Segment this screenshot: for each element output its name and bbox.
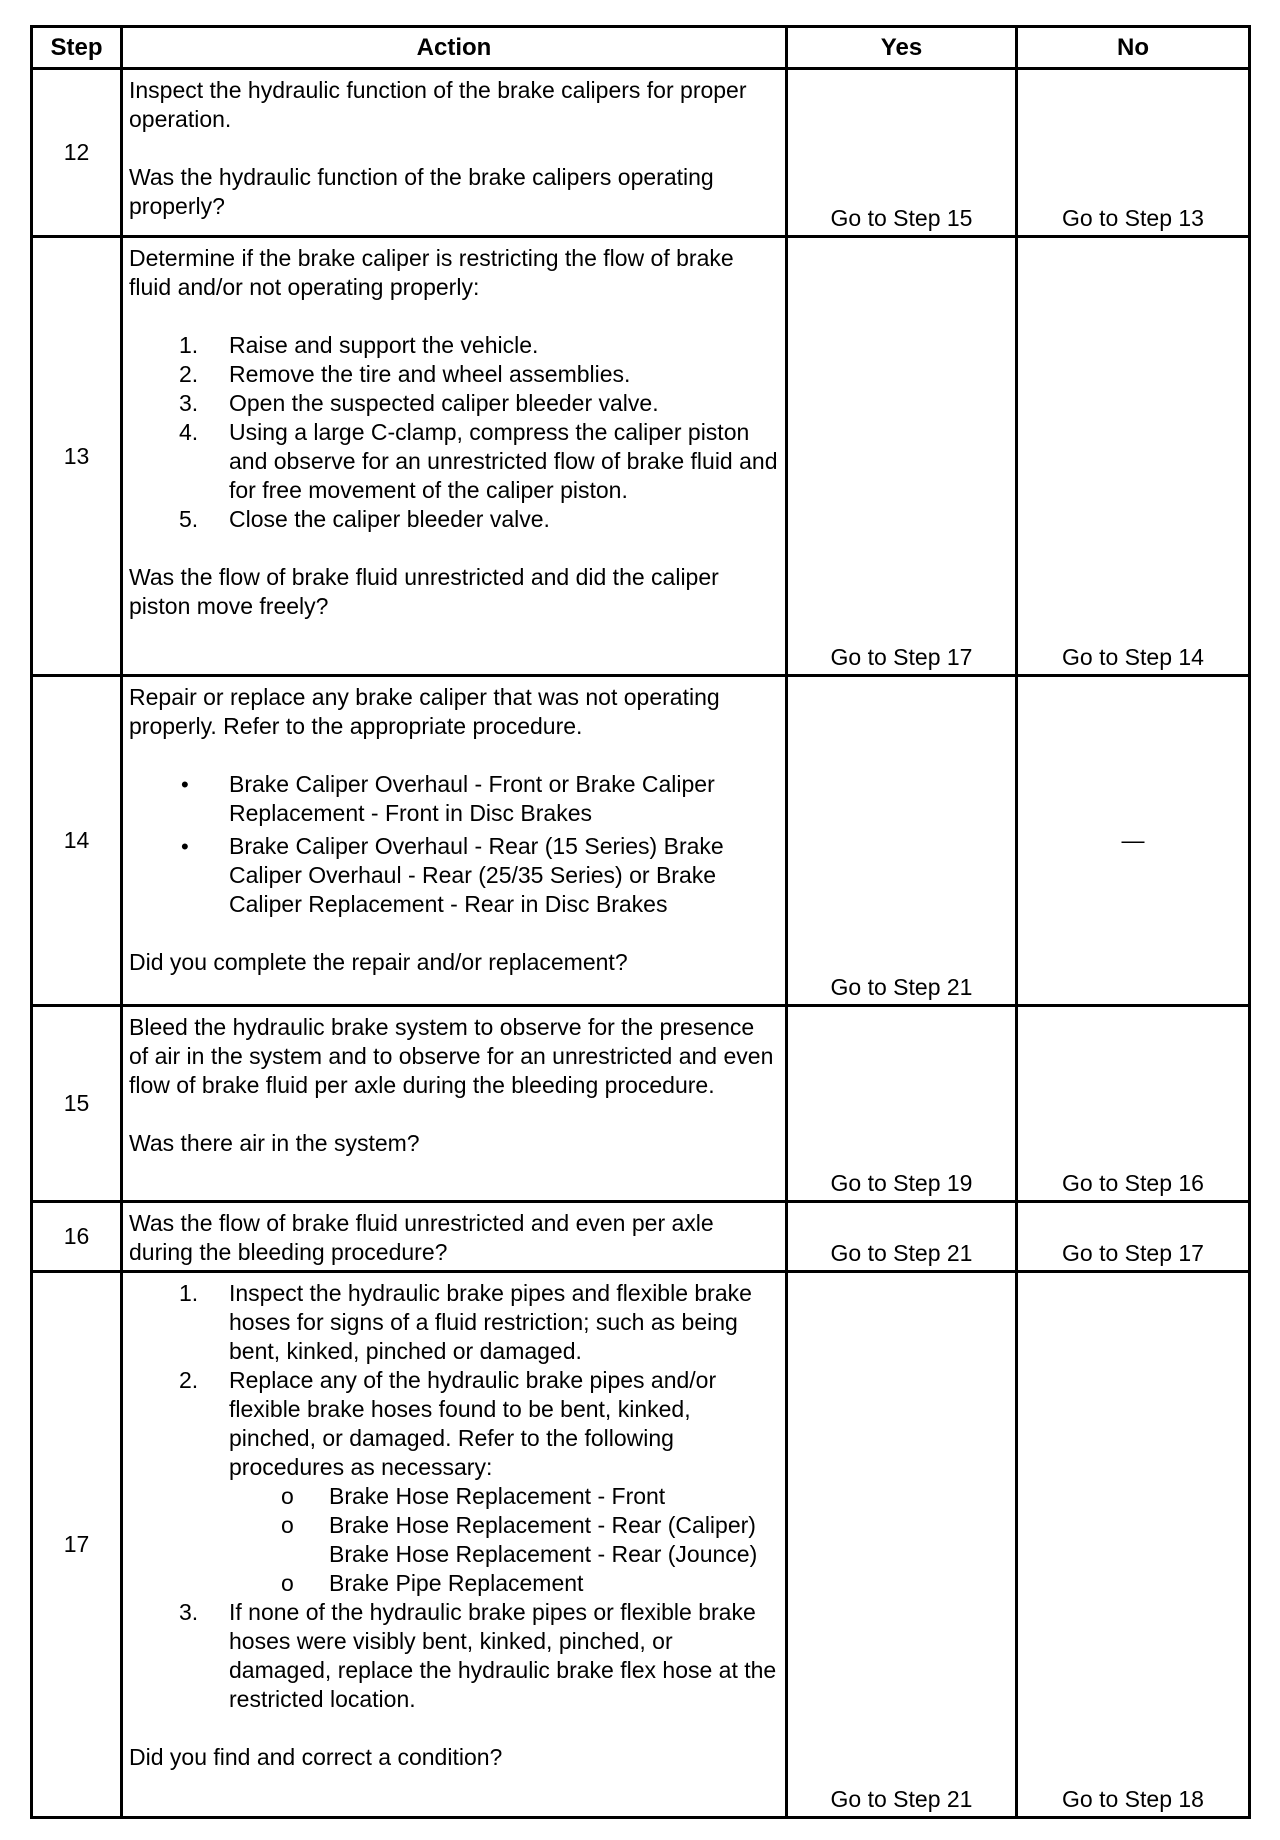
- sub-list-marker: o: [281, 1512, 294, 1538]
- list-marker: 1.: [179, 332, 199, 358]
- table-row: [32, 1272, 1250, 1818]
- sub-list-item: [229, 1482, 779, 1511]
- list-item-text: Raise and support the vehicle.: [229, 332, 539, 358]
- step-number: 16: [32, 1202, 122, 1272]
- list-item-text: Brake Caliper Overhaul - Front or Brake Caliper Replacement - Front in Disc Brakes: [229, 771, 715, 826]
- list-item: [129, 418, 779, 505]
- list-marker: 4.: [179, 419, 199, 445]
- list-marker: 3.: [179, 390, 199, 416]
- step-number: 13: [32, 237, 122, 676]
- no-cell: Go to Step 13: [1017, 69, 1250, 237]
- action-question: Was the flow of brake fluid unrestricted and did the caliper piston move freely?: [129, 564, 719, 619]
- action-question: Did you complete the repair and/or replacement?: [129, 949, 628, 975]
- no-cell: Go to Step 14: [1017, 237, 1250, 676]
- action-cell: [122, 676, 787, 1006]
- bullet-list: [129, 770, 779, 919]
- table-row: [32, 237, 1250, 676]
- table-row: [32, 676, 1250, 1006]
- list-item: [129, 331, 779, 360]
- list-marker: 3.: [179, 1599, 199, 1625]
- header-row: [32, 27, 1250, 69]
- action-intro: Inspect the hydraulic function of the brake calipers for proper operation.: [129, 77, 747, 132]
- list-item-text: Using a large C-clamp, compress the caliper piston and observe for an unrestricted flow of brake fluid and for free movement of the caliper piston.: [229, 419, 778, 503]
- step-number: 12: [32, 69, 122, 237]
- table-row: [32, 69, 1250, 237]
- list-item: [129, 1366, 779, 1598]
- yes-cell: Go to Step 15: [787, 69, 1017, 237]
- diagnostic-table: [30, 25, 1251, 1819]
- no-cell: —: [1017, 676, 1250, 1006]
- bullet-marker: •: [181, 834, 189, 859]
- action-cell: [122, 237, 787, 676]
- step-number: 17: [32, 1272, 122, 1818]
- no-cell: Go to Step 17: [1017, 1202, 1250, 1272]
- list-item-text: Inspect the hydraulic brake pipes and flexible brake hoses for signs of a fluid restriction; such as being bent, kinked, pinched or damaged.: [229, 1280, 752, 1364]
- action-question: Was the hydraulic function of the brake calipers operating properly?: [129, 164, 714, 219]
- numbered-list: [129, 1279, 779, 1714]
- header-action: Action: [122, 27, 787, 69]
- list-item: [129, 1598, 779, 1714]
- action-cell: [122, 69, 787, 237]
- list-item: [129, 770, 779, 828]
- action-cell: [122, 1202, 787, 1272]
- action-intro: Determine if the brake caliper is restricting the flow of brake fluid and/or not operating properly:: [129, 245, 734, 300]
- action-cell: [122, 1006, 787, 1202]
- sub-list-marker: o: [281, 1570, 294, 1596]
- table-row: [32, 1006, 1250, 1202]
- bullet-marker: •: [181, 772, 189, 797]
- action-question: Was the flow of brake fluid unrestricted and even per axle during the bleeding procedure?: [129, 1210, 714, 1265]
- no-cell: Go to Step 16: [1017, 1006, 1250, 1202]
- header-step: Step: [32, 27, 122, 69]
- list-marker: 2.: [179, 361, 199, 387]
- header-no: No: [1017, 27, 1250, 69]
- list-marker: 5.: [179, 506, 199, 532]
- table-row: [32, 1202, 1250, 1272]
- list-item-text: Open the suspected caliper bleeder valve.: [229, 390, 659, 416]
- list-item: [129, 360, 779, 389]
- yes-cell: Go to Step 21: [787, 1272, 1017, 1818]
- step-number: 14: [32, 676, 122, 1006]
- yes-cell: Go to Step 21: [787, 1202, 1017, 1272]
- sub-list-item: [229, 1511, 779, 1569]
- list-item: [129, 1279, 779, 1366]
- action-intro: Bleed the hydraulic brake system to observe for the presence of air in the system and to observe for an unrestricted and even flow of brake fluid per axle during the bleeding procedure.: [129, 1014, 774, 1098]
- list-item: [129, 832, 779, 919]
- list-item-text: If none of the hydraulic brake pipes or flexible brake hoses were visibly bent, kinked, pinched, or damaged, replace the hydraulic brake flex hose at the restricted location.: [229, 1599, 777, 1712]
- yes-cell: Go to Step 21: [787, 676, 1017, 1006]
- sub-list-item: [229, 1569, 779, 1598]
- list-marker: 2.: [179, 1367, 199, 1393]
- action-intro: Repair or replace any brake caliper that was not operating properly. Refer to the appropriate procedure.: [129, 684, 720, 739]
- list-item-text: Close the caliper bleeder valve.: [229, 506, 550, 532]
- list-item-text: Replace any of the hydraulic brake pipes and/or flexible brake hoses found to be bent, kinked, pinched, or damaged. Refer to the following procedures as necessary:: [229, 1367, 717, 1480]
- sub-list-item-text: Brake Hose Replacement - Front: [329, 1483, 666, 1509]
- action-cell: [122, 1272, 787, 1818]
- sub-list-item-text: Brake Pipe Replacement: [329, 1570, 584, 1596]
- list-item: [129, 389, 779, 418]
- list-marker: 1.: [179, 1280, 199, 1306]
- list-item-text: Remove the tire and wheel assemblies.: [229, 361, 631, 387]
- yes-cell: Go to Step 17: [787, 237, 1017, 676]
- numbered-list: [129, 331, 779, 534]
- no-cell: Go to Step 18: [1017, 1272, 1250, 1818]
- sub-list-marker: o: [281, 1483, 294, 1509]
- sub-list: [229, 1482, 779, 1598]
- list-item: [129, 505, 779, 534]
- yes-cell: Go to Step 19: [787, 1006, 1017, 1202]
- list-item-text: Brake Caliper Overhaul - Rear (15 Series) Brake Caliper Overhaul - Rear (25/35 Series) or Brake Caliper Replacement - Rear in Disc Brakes: [229, 833, 724, 917]
- header-yes: Yes: [787, 27, 1017, 69]
- step-number: 15: [32, 1006, 122, 1202]
- action-question: Did you find and correct a condition?: [129, 1744, 503, 1770]
- sub-list-item-text: Brake Hose Replacement - Rear (Caliper) Brake Hose Replacement - Rear (Jounce): [329, 1512, 758, 1567]
- action-question: Was there air in the system?: [129, 1130, 420, 1156]
